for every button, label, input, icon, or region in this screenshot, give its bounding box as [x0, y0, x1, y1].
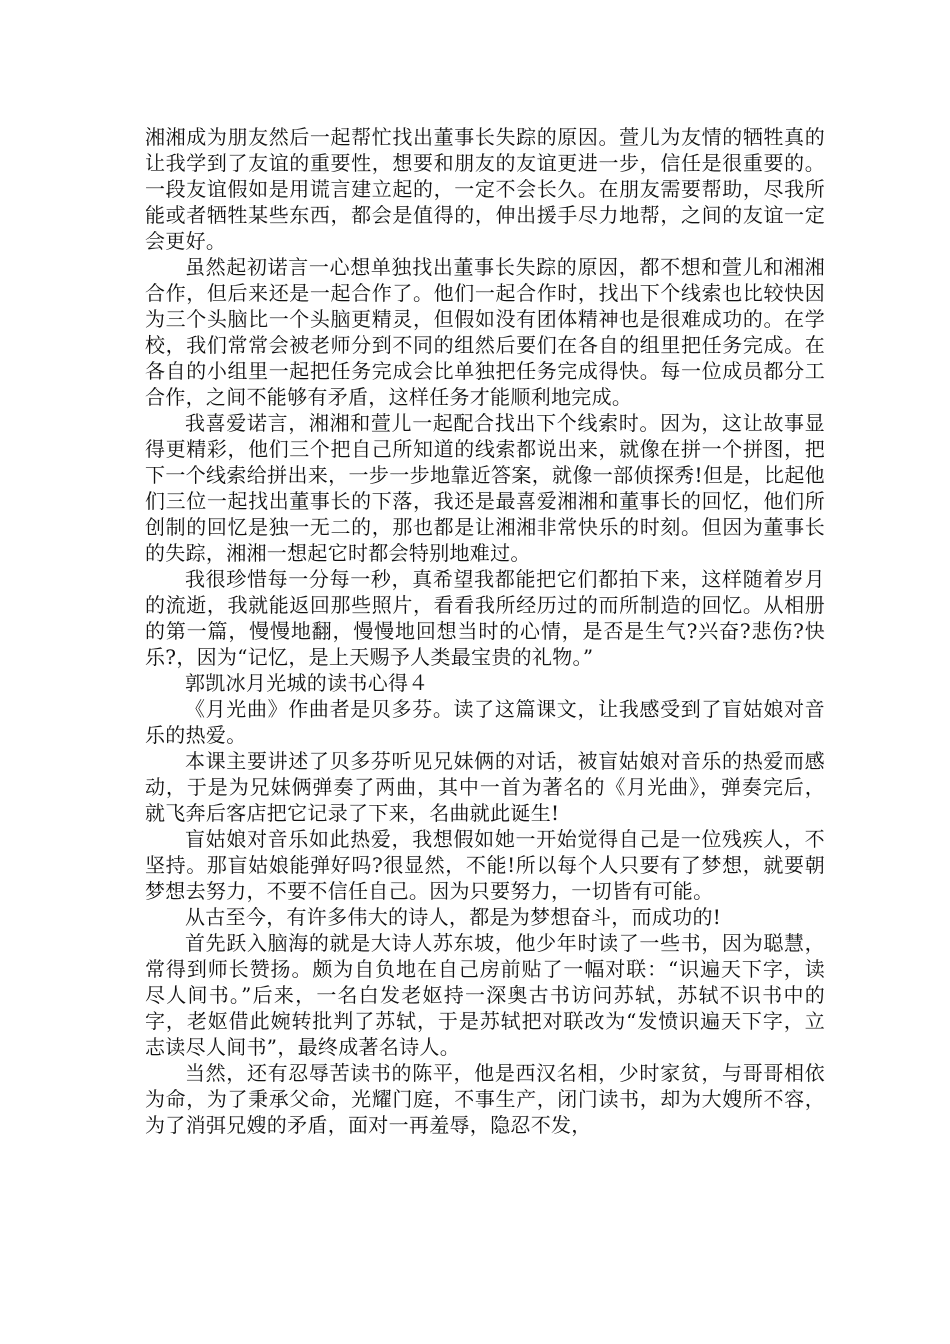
paragraph-friendship-continued: 湘湘成为朋友然后一起帮忙找出董事长失踪的原因。萱儿为友情的牺牲真的让我学到了友谊的重要性，想要和朋友的友谊更进一步，信任是很重要的。一段友谊假如是用谎言建立起的，一定不会长久。在朋友需要帮助，尽我所能或者牺牲某些东西，都会是值得的，伸出援手尽力地帮，之间的友谊一定会更好。: [145, 125, 825, 253]
paragraph-blind-girl: 盲姑娘对音乐如此热爱，我想假如她一开始觉得自己是一位残疾人，不坚持。那盲姑娘能弹好吗?很显然，不能!所以每个人只要有了梦想，就要朝梦想去努力，不要不信任自己。因为只要努力，一切皆有可能。: [145, 827, 825, 903]
paragraph-teamwork: 虽然起初诺言一心想单独找出董事长失踪的原因，都不想和萱儿和湘湘合作，但后来还是一起合作了。他们一起合作时，找出下个线索也比较快因为三个头脑比一个头脑更精灵，但假如没有团体精神也是很难成功的。在学校，我们常常会被老师分到不同的组然后要们在各自的组里把任务完成。在各自的小组里一起把任务完成会比单独把任务完成得快。每一位成员都分工合作，之间不能够有矛盾，这样任务才能顺利地完成。: [145, 255, 825, 409]
paragraph-moonlight-summary: 本课主要讲述了贝多芬听见兄妹俩的对话，被盲姑娘对音乐的热爱而感动，于是为兄妹俩弹奏了两曲，其中一首为著名的《月光曲》，弹奏完后，就飞奔后客店把它记录了下来，名曲就此诞生!: [145, 749, 825, 825]
paragraph-great-poets: 从古至今，有许多伟大的诗人，都是为梦想奋斗，而成功的!: [185, 905, 722, 929]
document-body: [145, 124, 825, 1138]
section-heading: 郭凯冰月光城的读书心得４: [185, 671, 429, 695]
paragraph-memories: 我很珍惜每一分每一秒，真希望我都能把它们都拍下来，这样随着岁月的流逝，我就能返回那些照片，看看我所经历过的而所制造的回忆。从相册的第一篇，慢慢地翻，慢慢地回想当时的心情，是否是生气?兴奋?悲伤?快乐?，因为“记忆，是上天赐予人类最宝贵的礼物。”: [145, 567, 825, 669]
paragraph-favorite-part: 我喜爱诺言，湘湘和萱儿一起配合找出下个线索时。因为，这让故事显得更精彩，他们三个把自己所知道的线索都说出来，就像在拼一个拼图，把下一个线索给拼出来，一步一步地靠近答案，就像一部侦探秀!但是，比起他们三位一起找出董事长的下落，我还是最喜爱湘湘和董事长的回忆，他们所创制的回忆是独一无二的，那也都是让湘湘非常快乐的时刻。但因为董事长的失踪，湘湘一想起它时都会特别地难过。: [145, 411, 825, 565]
paragraph-moonlight-intro: 《月光曲》作曲者是贝多芬。读了这篇课文，让我感受到了盲姑娘对音乐的热爱。: [145, 697, 825, 747]
paragraph-chen-ping: 当然，还有忍辱苦读书的陈平，他是西汉名相，少时家贫，与哥哥相依为命，为了秉承父命，光耀门庭，不事生产，闭门读书，却为大嫂所不容，为了消弭兄嫂的矛盾，面对一再羞辱，隐忍不发，: [145, 1061, 825, 1137]
paragraph-su-dongpo: 首先跃入脑海的就是大诗人苏东坡，他少年时读了一些书，因为聪慧，常得到师长赞扬。颇为自负地在自己房前贴了一幅对联：“识遍天下字，读尽人间书。”后来，一名白发老妪持一深奥古书访问苏轼，苏轼不识书中的字，老妪借此婉转批判了苏轼，于是苏轼把对联改为“发愤识遍天下字，立志读尽人间书”，最终成著名诗人。: [145, 931, 825, 1059]
